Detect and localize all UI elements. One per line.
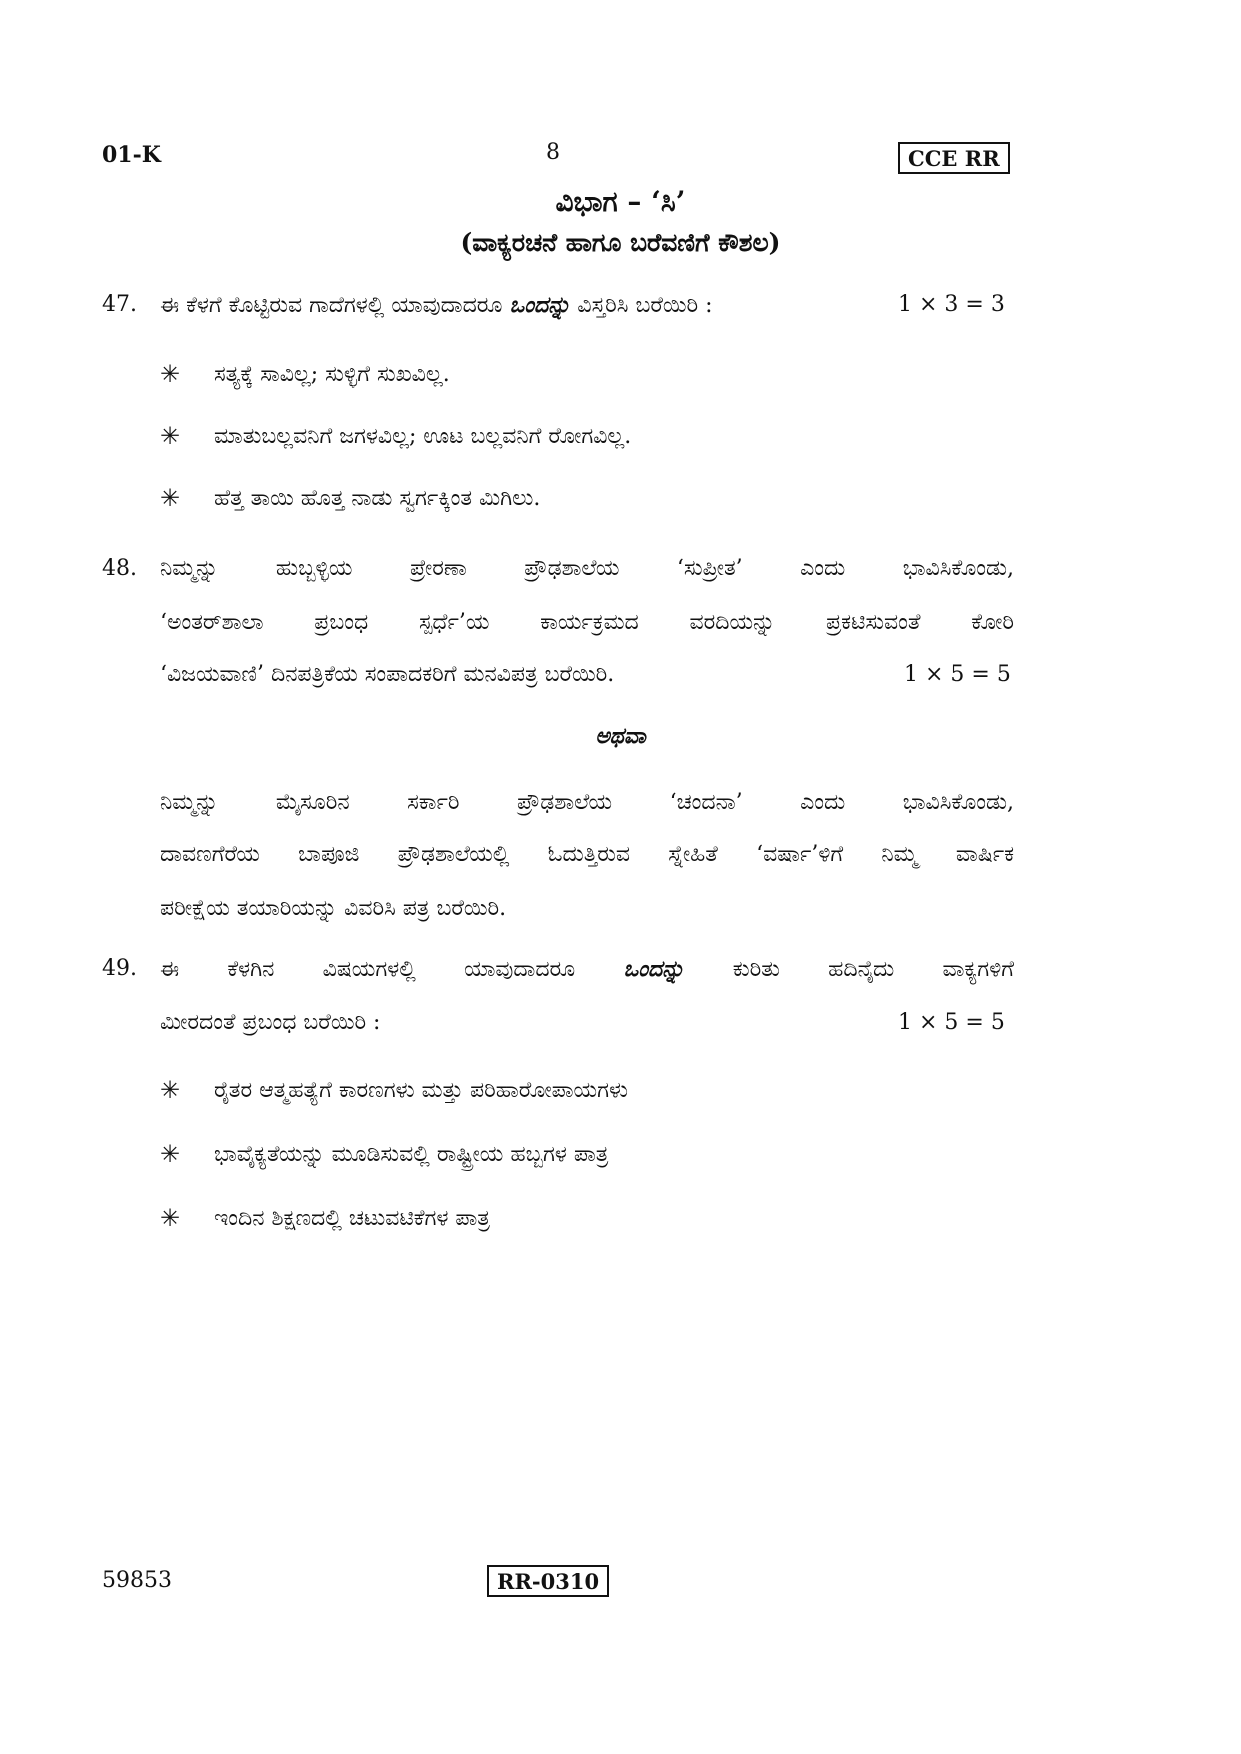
bullet-star-icon: ✳: [160, 484, 181, 512]
bullet-star-icon: ✳: [160, 360, 181, 388]
q49-line-1-before: ಈ ಕೆಳಗಿನ ವಿಷಯಗಳಲ್ಲಿ ಯಾವುದಾದರೂ: [160, 957, 624, 982]
paper-code: 01-K: [102, 142, 161, 168]
q47-text-bold: ಒಂದನ್ನು: [509, 292, 571, 318]
q48-line-3: ‘ವಿಜಯವಾಣಿ’ ದಿನಪತ್ರಿಕೆಯ ಸಂಪಾದಕರಿಗೆ ಮನವಿಪತ್ರ ಬರೆಯಿರಿ.: [160, 662, 615, 687]
bullet-star-icon: ✳: [160, 1204, 181, 1232]
q49-number: 49.: [102, 956, 137, 981]
q47-marks: 1 × 3 = 3: [898, 292, 1005, 317]
bullet-star-icon: ✳: [160, 422, 181, 450]
q48-alt-line-1: ನಿಮ್ಮನ್ನು ಮೈಸೂರಿನ ಸರ್ಕಾರಿ ಪ್ರೌಢಶಾಲೆಯ ‘ಚಂದನಾ’ ಎಂದು ಭಾವಿಸಿಕೊಂಡು,: [160, 790, 1014, 815]
section-title: ವಿಭಾಗ – ‘ಸಿ’: [555, 185, 686, 218]
q47-item-3: ಹೆತ್ತ ತಾಯಿ ಹೊತ್ತ ನಾಡು ಸ್ವರ್ಗಕ್ಕಿಂತ ಮಿಗಿಲು.: [214, 486, 541, 511]
q47-text: [160, 292, 713, 318]
q48-alt-line-2: ದಾವಣಗೆರೆಯ ಬಾಪೂಜಿ ಪ್ರೌಢಶಾಲೆಯಲ್ಲಿ ಓದುತ್ತಿರುವ ಸ್ನೇಹಿತೆ ‘ವರ್ಷಾ’ಳಿಗೆ ನಿಮ್ಮ ವಾರ್ಷಿಕ: [160, 842, 1014, 867]
or-label: ಅಥವಾ: [595, 723, 646, 749]
q49-line-2: ಮೀರದಂತೆ ಪ್ರಬಂಧ ಬರೆಯಿರಿ :: [160, 1010, 381, 1035]
q47-number: 47.: [102, 292, 137, 317]
q49-marks: 1 × 5 = 5: [898, 1010, 1005, 1035]
bullet-star-icon: ✳: [160, 1140, 181, 1168]
q47-item-2: ಮಾತುಬಲ್ಲವನಿಗೆ ಜಗಳವಿಲ್ಲ; ಊಟ ಬಲ್ಲವನಿಗೆ ರೋಗವಿಲ್ಲ.: [214, 424, 632, 449]
q49-item-3: ಇಂದಿನ ಶಿಕ್ಷಣದಲ್ಲಿ ಚಟುವಟಿಕೆಗಳ ಪಾತ್ರ: [214, 1206, 490, 1231]
q49-line-1-bold: ಒಂದನ್ನು: [623, 956, 685, 982]
q48-line-1: ನಿಮ್ಮನ್ನು ಹುಬ್ಬಳ್ಳಿಯ ಪ್ರೇರಣಾ ಪ್ರೌಢಶಾಲೆಯ ‘ಸುಪ್ರೀತ’ ಎಂದು ಭಾವಿಸಿಕೊಂಡು,: [160, 556, 1014, 581]
q49-item-2: ಭಾವೈಕ್ಯತೆಯನ್ನು ಮೂಡಿಸುವಲ್ಲಿ ರಾಷ್ಟ್ರೀಯ ಹಬ್ಬಗಳ ಪಾತ್ರ: [214, 1142, 609, 1167]
q49-item-1: ರೈತರ ಆತ್ಮಹತ್ಯೆಗೆ ಕಾರಣಗಳು ಮತ್ತು ಪರಿಹಾರೋಪಾಯಗಳು: [214, 1078, 628, 1103]
footer-box: RR-0310: [487, 1565, 609, 1597]
q48-line-2: ‘ಅಂತರ್‌ಶಾಲಾ ಪ್ರಬಂಧ ಸ್ಪರ್ಧೆ’ಯ ಕಾರ್ಯಕ್ರಮದ ವರದಿಯನ್ನು ಪ್ರಕಟಿಸುವಂತೆ ಕೋರಿ: [160, 610, 1014, 635]
page-number: 8: [546, 140, 560, 165]
q47-text-before: ಈ ಕೆಳಗೆ ಕೊಟ್ಟಿರುವ ಗಾದೆಗಳಲ್ಲಿ ಯಾವುದಾದರೂ: [160, 293, 510, 318]
q49-line-1: [160, 956, 1014, 982]
footer-code: 59853: [102, 1568, 172, 1593]
bullet-star-icon: ✳: [160, 1076, 181, 1104]
q48-marks: 1 × 5 = 5: [904, 662, 1011, 687]
q48-alt-line-3: ಪರೀಕ್ಷೆಯ ತಯಾರಿಯನ್ನು ವಿವರಿಸಿ ಪತ್ರ ಬರೆಯಿರಿ.: [160, 896, 507, 921]
series-box: CCE RR: [898, 142, 1010, 174]
q47-item-1: ಸತ್ಯಕ್ಕೆ ಸಾವಿಲ್ಲ; ಸುಳ್ಳಿಗೆ ಸುಖವಿಲ್ಲ.: [214, 362, 450, 387]
q49-line-1-after: ಕುರಿತು ಹದಿನೈದು ವಾಕ್ಯಗಳಿಗೆ: [684, 957, 1014, 982]
q47-text-after: ವಿಸ್ತರಿಸಿ ಬರೆಯಿರಿ :: [570, 293, 713, 318]
q48-number: 48.: [102, 556, 137, 581]
section-subtitle: (ವಾಕ್ಯರಚನೆ ಹಾಗೂ ಬರೆವಣಿಗೆ ಕೌಶಲ): [460, 228, 781, 257]
